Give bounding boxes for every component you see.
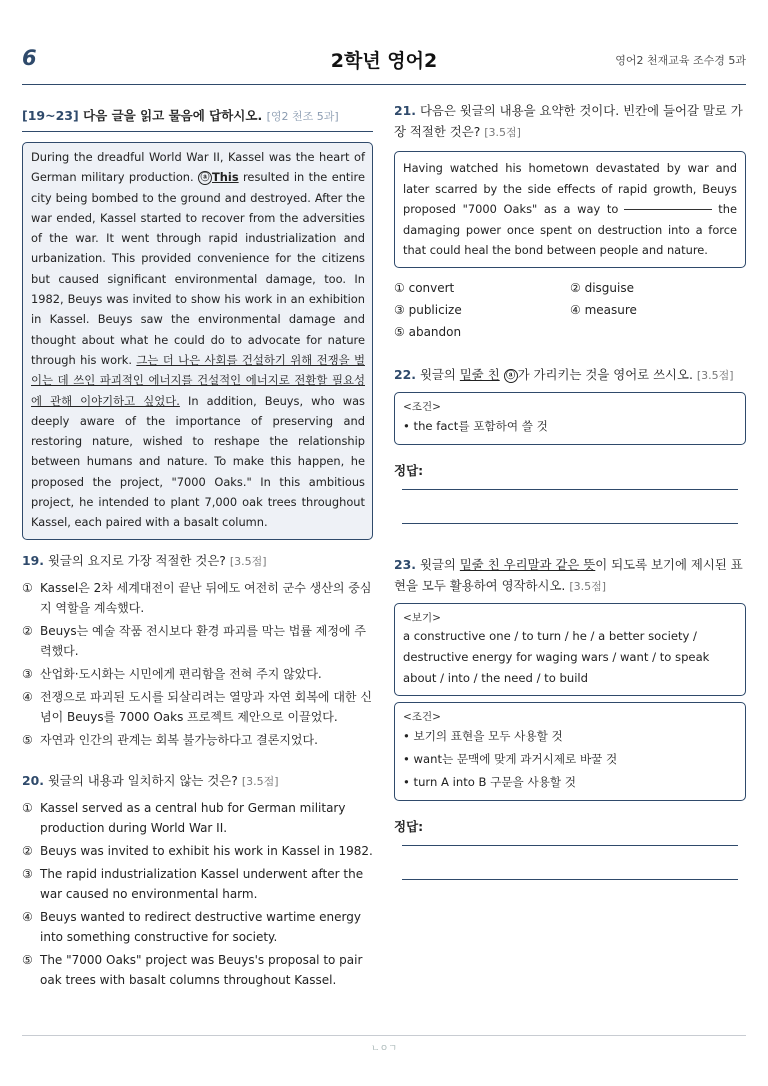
question-number: 21. — [394, 103, 416, 118]
summary-box — [394, 151, 746, 268]
question-23: 23. 윗글의 밑줄 친 우리말과 같은 뜻이 되도록 보기에 제시된 표현을 모두 활용하여 영작하시오. [3.5점] — [394, 556, 743, 593]
question-number: 20. — [22, 772, 44, 788]
page-header — [22, 44, 746, 85]
marker-a: ⓐ — [504, 369, 518, 383]
options-list — [22, 578, 373, 750]
options-grid — [394, 278, 746, 342]
option-1[interactable]: ① Kassel served as a central hub for German military production during World War II. — [22, 800, 346, 835]
question-20 — [22, 770, 373, 990]
answer-line[interactable] — [402, 879, 738, 880]
question-text: 윗글의 요지로 가장 적절한 것은? — [47, 552, 226, 568]
question-number: 23. — [394, 556, 416, 572]
condition-tag: <조건> — [403, 400, 441, 413]
question-range: [19~23] — [22, 108, 79, 123]
answer-label: 정답: — [394, 462, 424, 478]
left-column — [22, 106, 373, 993]
option-3[interactable]: ③ publicize — [394, 302, 462, 317]
question-number: 22. — [394, 366, 416, 382]
condition-item: • turn A into B 구문을 사용할 것 — [403, 774, 576, 789]
option-5[interactable]: ⑤ abandon — [394, 324, 462, 339]
answer-line[interactable] — [402, 845, 738, 846]
question-text: 윗글의 내용과 일치하지 않는 것은? — [47, 772, 238, 788]
answer-line[interactable] — [402, 523, 738, 524]
option-1[interactable]: ① convert — [394, 280, 455, 295]
answer-label: 정답: — [394, 818, 424, 834]
summary-blank — [624, 209, 712, 210]
passage-part-3: In addition, Beuys, who was deeply aware of the importance of preserving and restoring nature, wished to reshape the relationship between humans and nature. To make this happen, he proposed the project, "7000 Oaks." In this ambitious project, he intended to plant 7,000 oak trees throughout Kassel, each paired with a basalt column. — [31, 393, 365, 530]
summary-after: the damaging power once spent on destruction into a force that could heal the bond between people and nature. — [403, 202, 737, 257]
condition-item: • 보기의 표현을 모두 사용할 것 — [403, 728, 563, 743]
condition-tag: <조건> — [403, 710, 441, 723]
answer-line[interactable] — [402, 489, 738, 490]
option-2[interactable]: ② Beuys는 예술 작품 전시보다 환경 파괴를 막는 법률 제정에 주력했다. — [22, 623, 366, 658]
underline-ref: 밑줄 친 우리말과 같은 뜻 — [459, 556, 596, 572]
underline-ref: 밑줄 친 — [459, 366, 500, 382]
options-list — [22, 798, 373, 990]
option-2[interactable]: ② disguise — [570, 280, 634, 295]
reading-passage — [22, 142, 373, 540]
instruction-source: [영2 천조 5과] — [266, 110, 339, 123]
passage-part-2: resulted in the entire city being bombed to the ground and destroyed. After the war ended, Kassel started to recover from the adversities of the war. It went through rapid industrialization and urbanization. This provided convenience for the citizens but caused significant environmental damage, too. In 1982, Beuys was invited to show his work in an exhibition in Kassel. Beuys saw the environmental damage and thought about what he could do to advocate for nature through his work. — [31, 170, 365, 367]
option-4[interactable]: ④ Beuys wanted to redirect destructive wartime energy into something constructive for society. — [22, 909, 361, 944]
question-text: 다음은 윗글의 내용을 요약한 것이다. 빈칸에 들어갈 말로 가장 적절한 것은? — [394, 103, 743, 139]
page-number: 6 — [22, 46, 37, 70]
word-bank-text: a constructive one / to turn / he / a better society / destructive energy for waging wars / want / to speak about / into / the need / to build — [403, 628, 710, 685]
instruction-text: 다음 글을 읽고 물음에 답하시오. — [83, 108, 263, 123]
section-instruction — [22, 106, 373, 132]
question-21 — [394, 100, 746, 143]
question-number: 19. — [22, 552, 44, 568]
option-5[interactable]: ⑤ The "7000 Oaks" project was Beuys's proposal to pair oak trees with basalt columns throughout Kassel. — [22, 952, 363, 987]
marker-word: This — [212, 170, 239, 185]
question-points: [3.5점] — [241, 774, 279, 788]
question-points: [3.5점] — [696, 368, 734, 382]
document-source: 영어2 천재교육 조수경 5과 — [615, 54, 746, 67]
word-bank-box — [394, 603, 746, 696]
underlined-korean-sentence: 그는 더 나은 사회를 건설하기 위해 전쟁을 벌이는 데 쓰인 파괴적인 에너지를 건설적인 에너지로 전환할 필요성에 관해 이야기하고 싶었다. — [31, 352, 365, 408]
question-points: [3.5점] — [569, 579, 607, 593]
document-title: 2학년 영어2 — [330, 50, 438, 72]
page-footer-rule — [22, 1035, 746, 1036]
question-22: 22. 윗글의 밑줄 친 ⓐ 가 가리키는 것을 영어로 쓰시오. [3.5점] — [394, 366, 734, 382]
condition-item: • the fact를 포함하여 쓸 것 — [403, 418, 548, 433]
question-points: [3.5점] — [484, 126, 521, 139]
summary-before: Having watched his hometown devastated by war and later scarred by the side effects of rapid growth, Beuys proposed "7000 Oaks" as a way to — [403, 161, 737, 216]
option-2[interactable]: ② Beuys was invited to exhibit his work in Kassel in 1982. — [22, 843, 373, 858]
footer-mark: ㄴㅇㄱ — [370, 1044, 398, 1054]
option-3[interactable]: ③ 산업화·도시화는 시민에게 편리함을 전혀 주지 않았다. — [22, 666, 322, 681]
condition-item: • want는 문맥에 맞게 과거시제로 바꿀 것 — [403, 751, 618, 766]
option-4[interactable]: ④ measure — [570, 302, 637, 317]
option-1[interactable]: ① Kassel은 2차 세계대전이 끝난 뒤에도 여전히 군수 생산의 중심지 역할을 계속했다. — [22, 580, 372, 615]
marker-a: ⓐ — [198, 171, 212, 185]
word-bank-tag: <보기> — [403, 611, 441, 624]
option-3[interactable]: ③ The rapid industrialization Kassel underwent after the war caused no environmental harm. — [22, 866, 364, 901]
passage-part-1: During the dreadful World War II, Kassel was the heart of German military production. — [31, 150, 365, 185]
condition-box — [394, 392, 746, 445]
question-19 — [22, 550, 373, 750]
option-5[interactable]: ⑤ 자연과 인간의 관계는 회복 불가능하다고 결론지었다. — [22, 732, 318, 747]
question-points: [3.5점] — [229, 554, 267, 568]
option-4[interactable]: ④ 전쟁으로 파괴된 도시를 되살리려는 열망과 자연 회복에 대한 신념이 Beuys를 7000 Oaks 프로젝트 제안으로 이끌었다. — [22, 689, 372, 724]
condition-box — [394, 702, 746, 801]
right-column — [394, 100, 746, 880]
